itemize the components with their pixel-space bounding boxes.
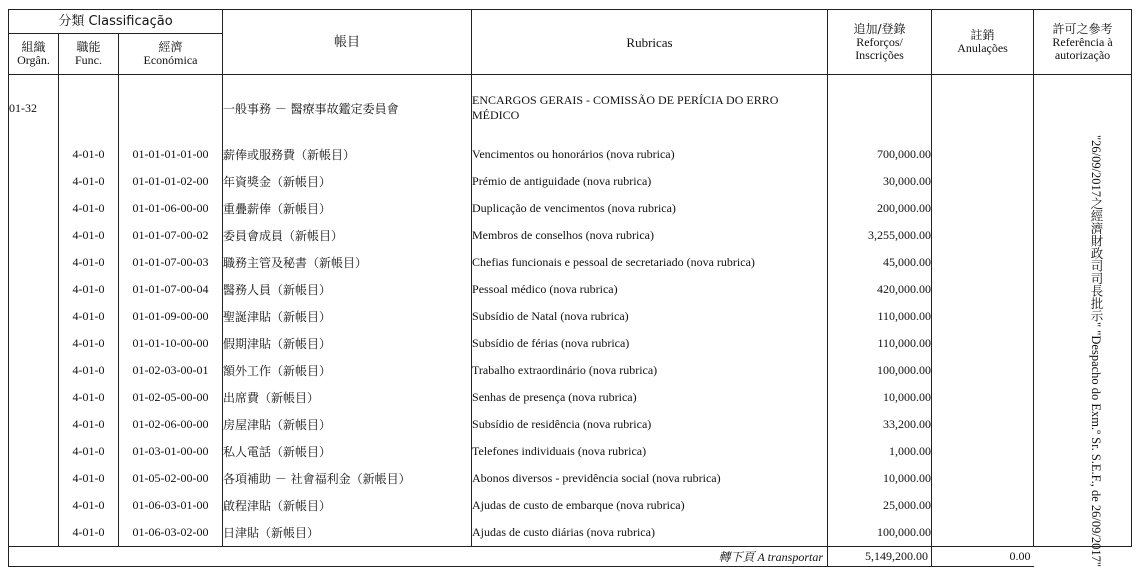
authorization-label: "26/09/2017之經濟財政司司長批示" "Despacho do Exm.º Sr. S.E.F., de 26/09/2017" <box>1089 135 1104 567</box>
anulacoes-header-pt: Anulações <box>957 41 1008 55</box>
table-body <box>9 75 1132 567</box>
row-annulled <box>932 411 1034 438</box>
row-annulled <box>932 303 1034 330</box>
table-row <box>9 519 1132 547</box>
func-code: 4-01-0 <box>59 438 119 465</box>
group-desc: 一般事務 － 醫療事故鑑定委員會 <box>223 75 472 142</box>
anulacoes-header <box>932 10 1034 75</box>
eco-header-zh: 經濟 <box>158 40 183 54</box>
table-row <box>9 249 1132 276</box>
row-desc: 委員會成員（新帳目） <box>223 222 472 249</box>
eco-code: 01-01-07-00-02 <box>119 222 223 249</box>
row-amount: 33,200.00 <box>828 411 932 438</box>
row-amount: 10,000.00 <box>828 384 932 411</box>
budget-table <box>8 9 1132 567</box>
row-rubrica: Duplicação de vencimentos (nova rubrica) <box>472 195 828 222</box>
referencia-header-zh: 許可之參考 <box>1052 21 1113 36</box>
authorization-cell <box>1034 75 1132 567</box>
row-desc: 醫務人員（新帳目） <box>223 276 472 303</box>
row-rubrica: Subsídio de férias (nova rubrica) <box>472 330 828 357</box>
row-desc: 假期津貼（新帳目） <box>223 330 472 357</box>
org-cell <box>9 438 59 465</box>
org-cell <box>9 330 59 357</box>
row-rubrica: Vencimentos ou honorários (nova rubrica) <box>472 141 828 168</box>
table-row <box>9 222 1132 249</box>
row-annulled <box>932 465 1034 492</box>
org-cell <box>9 168 59 195</box>
org-cell <box>9 276 59 303</box>
row-amount: 45,000.00 <box>828 249 932 276</box>
org-cell <box>9 492 59 519</box>
table-row <box>9 330 1132 357</box>
row-rubrica: Senhas de presença (nova rubrica) <box>472 384 828 411</box>
row-rubrica: Chefias funcionais e pessoal de secretariado (nova rubrica) <box>472 249 828 276</box>
reforcos-header-pt2: Inscrições <box>855 47 904 62</box>
transport-label <box>9 547 828 567</box>
org-header-pt: Orgân. <box>17 53 50 67</box>
row-amount: 110,000.00 <box>828 303 932 330</box>
row-desc: 啟程津貼（新帳目） <box>223 492 472 519</box>
row-rubrica: Telefones individuais (nova rubrica) <box>472 438 828 465</box>
func-code: 4-01-0 <box>59 222 119 249</box>
eco-header <box>119 34 223 75</box>
func-code: 4-01-0 <box>59 411 119 438</box>
eco-code: 01-06-03-02-00 <box>119 519 223 547</box>
table-row <box>9 492 1132 519</box>
row-desc: 房屋津貼（新帳目） <box>223 411 472 438</box>
row-rubrica: Ajudas de custo diárias (nova rubrica) <box>472 519 828 547</box>
row-desc: 薪俸或服務費（新帳目） <box>223 141 472 168</box>
org-header <box>9 34 59 75</box>
row-desc: 私人電話（新帳目） <box>223 438 472 465</box>
eco-code: 01-01-09-00-00 <box>119 303 223 330</box>
func-header-pt: Func. <box>75 53 102 67</box>
row-amount: 25,000.00 <box>828 492 932 519</box>
row-desc: 額外工作（新帳目） <box>223 357 472 384</box>
table-row <box>9 357 1132 384</box>
row-desc: 出席費（新帳目） <box>223 384 472 411</box>
table-row <box>9 465 1132 492</box>
row-rubrica: Membros de conselhos (nova rubrica) <box>472 222 828 249</box>
transport-annulled: 0.00 <box>932 547 1034 567</box>
eco-code: 01-03-01-00-00 <box>119 438 223 465</box>
referencia-header-pt1: Referência à <box>1052 34 1113 49</box>
row-desc: 職務主管及秘書（新帳目） <box>223 249 472 276</box>
table-row <box>9 411 1132 438</box>
row-desc: 年資獎金（新帳目） <box>223 168 472 195</box>
table-row <box>9 303 1132 330</box>
group-row <box>9 75 1132 142</box>
org-cell <box>9 222 59 249</box>
transport-row <box>9 547 1132 567</box>
row-annulled <box>932 438 1034 465</box>
table-header <box>9 10 1132 75</box>
row-rubrica: Subsídio de residência (nova rubrica) <box>472 411 828 438</box>
row-desc: 聖誕津貼（新帳目） <box>223 303 472 330</box>
org-cell <box>9 519 59 547</box>
transport-total: 5,149,200.00 <box>828 547 932 567</box>
org-cell <box>9 411 59 438</box>
row-annulled <box>932 384 1034 411</box>
table-row <box>9 168 1132 195</box>
row-annulled <box>932 330 1034 357</box>
table-row <box>9 438 1132 465</box>
eco-code: 01-05-02-00-00 <box>119 465 223 492</box>
row-desc: 重疊薪俸（新帳目） <box>223 195 472 222</box>
func-code: 4-01-0 <box>59 357 119 384</box>
org-cell <box>9 357 59 384</box>
anulacoes-header-zh: 註銷 <box>970 28 995 42</box>
table-row <box>9 276 1132 303</box>
row-annulled <box>932 492 1034 519</box>
row-desc: 各項補助 － 社會福利金（新帳目） <box>223 465 472 492</box>
org-cell <box>9 141 59 168</box>
org-cell <box>9 249 59 276</box>
row-amount: 110,000.00 <box>828 330 932 357</box>
transport-label-zh: 轉下頁 <box>718 550 755 564</box>
row-amount: 100,000.00 <box>828 357 932 384</box>
eco-header-pt: Económica <box>143 53 198 67</box>
eco-code: 01-06-03-01-00 <box>119 492 223 519</box>
eco-code: 01-01-01-01-00 <box>119 141 223 168</box>
desc-header: 帳目 <box>223 10 472 75</box>
org-cell <box>9 465 59 492</box>
row-annulled <box>932 222 1034 249</box>
row-amount: 3,255,000.00 <box>828 222 932 249</box>
table-row <box>9 195 1132 222</box>
org-cell <box>9 195 59 222</box>
row-amount: 200,000.00 <box>828 195 932 222</box>
eco-code: 01-02-05-00-00 <box>119 384 223 411</box>
group-rubrica: ENCARGOS GERAIS - COMISSÃO DE PERÍCIA DO ERRO MÉDICO <box>472 75 828 142</box>
row-rubrica: Pessoal médico (nova rubrica) <box>472 276 828 303</box>
eco-code: 01-01-07-00-04 <box>119 276 223 303</box>
eco-code: 01-01-01-02-00 <box>119 168 223 195</box>
row-annulled <box>932 276 1034 303</box>
func-code: 4-01-0 <box>59 465 119 492</box>
row-annulled <box>932 249 1034 276</box>
func-code: 4-01-0 <box>59 195 119 222</box>
func-code: 4-01-0 <box>59 492 119 519</box>
classification-header: 分類 Classificação <box>9 10 223 34</box>
referencia-header <box>1034 10 1132 75</box>
func-code: 4-01-0 <box>59 141 119 168</box>
row-annulled <box>932 519 1034 547</box>
eco-code: 01-01-06-00-00 <box>119 195 223 222</box>
row-annulled <box>932 195 1034 222</box>
func-header-zh: 職能 <box>76 40 101 54</box>
eco-code: 01-02-06-00-00 <box>119 411 223 438</box>
eco-code: 01-02-03-00-01 <box>119 357 223 384</box>
row-desc: 日津貼（新帳目） <box>223 519 472 547</box>
func-code: 4-01-0 <box>59 519 119 547</box>
row-rubrica: Abonos diversos - previdência social (nova rubrica) <box>472 465 828 492</box>
func-code: 4-01-0 <box>59 330 119 357</box>
table-row <box>9 141 1132 168</box>
func-code: 4-01-0 <box>59 276 119 303</box>
func-code: 4-01-0 <box>59 168 119 195</box>
row-rubrica: Trabalho extraordinário (nova rubrica) <box>472 357 828 384</box>
reforcos-header <box>828 10 932 75</box>
row-rubrica: Ajudas de custo de embarque (nova rubrica) <box>472 492 828 519</box>
func-header <box>59 34 119 75</box>
eco-code: 01-01-07-00-03 <box>119 249 223 276</box>
row-rubrica: Subsídio de Natal (nova rubrica) <box>472 303 828 330</box>
row-annulled <box>932 141 1034 168</box>
row-annulled <box>932 168 1034 195</box>
org-cell <box>9 303 59 330</box>
row-amount: 420,000.00 <box>828 276 932 303</box>
table-row <box>9 384 1132 411</box>
eco-code: 01-01-10-00-00 <box>119 330 223 357</box>
org-header-zh: 組織 <box>21 40 46 54</box>
row-amount: 100,000.00 <box>828 519 932 547</box>
transport-label-pt: A transportar <box>757 550 824 564</box>
row-amount: 30,000.00 <box>828 168 932 195</box>
func-code: 4-01-0 <box>59 249 119 276</box>
org-code: 01-32 <box>9 75 59 142</box>
func-code: 4-01-0 <box>59 303 119 330</box>
row-amount: 1,000.00 <box>828 438 932 465</box>
org-cell <box>9 384 59 411</box>
rubricas-header: Rubricas <box>472 10 828 75</box>
row-amount: 10,000.00 <box>828 465 932 492</box>
row-rubrica: Prémio de antiguidade (nova rubrica) <box>472 168 828 195</box>
reforcos-header-zh: 追加/登錄 <box>853 21 906 36</box>
row-amount: 700,000.00 <box>828 141 932 168</box>
row-annulled <box>932 357 1034 384</box>
reforcos-header-pt1: Reforços/ <box>856 34 903 49</box>
authorization-text <box>1080 135 1104 567</box>
referencia-header-pt2: autorização <box>1054 47 1111 62</box>
func-code: 4-01-0 <box>59 384 119 411</box>
